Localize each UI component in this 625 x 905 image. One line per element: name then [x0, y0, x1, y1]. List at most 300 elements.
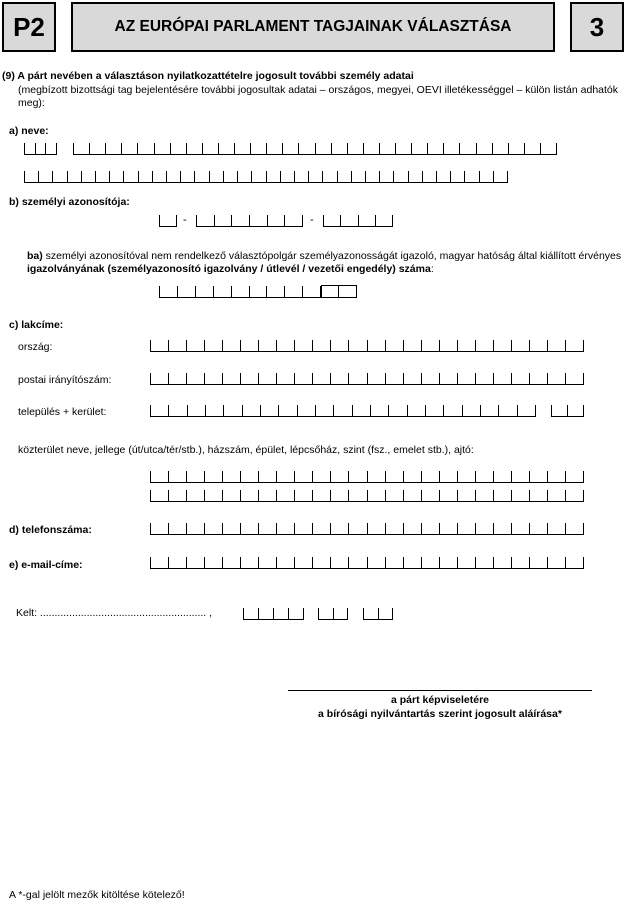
cell-divider: [348, 523, 349, 534]
cell-divider: [186, 523, 187, 534]
cell-divider: [457, 490, 458, 501]
cell-divider: [318, 608, 319, 619]
cell-divider: [385, 490, 386, 501]
cell-divider: [240, 557, 241, 568]
date-day-field[interactable]: [363, 609, 393, 620]
cell-divider: [186, 471, 187, 482]
cell-divider: [439, 557, 440, 568]
cell-divider: [421, 471, 422, 482]
settlement-label: település + kerület:: [18, 406, 107, 418]
cell-divider: [475, 523, 476, 534]
cell-divider: [258, 523, 259, 534]
cell-divider: [276, 373, 277, 384]
cell-divider: [347, 143, 348, 154]
cell-divider: [330, 373, 331, 384]
cell-divider: [95, 171, 96, 182]
cell-divider: [202, 143, 203, 154]
cell-divider: [231, 286, 232, 297]
postal-code-label: postai irányítószám:: [18, 374, 112, 386]
cell-divider: [218, 143, 219, 154]
date-year-field[interactable]: [243, 609, 304, 620]
cell-divider: [529, 523, 530, 534]
cell-divider: [288, 608, 289, 619]
footer-note: A *-gal jelölt mezők kitöltése kötelező!: [9, 889, 185, 901]
cell-divider: [240, 340, 241, 351]
cell-divider: [150, 557, 151, 568]
cell-divider: [493, 523, 494, 534]
cell-divider: [547, 557, 548, 568]
cell-divider: [403, 523, 404, 534]
district-field[interactable]: [551, 406, 584, 417]
cell-divider: [258, 608, 259, 619]
cell-divider: [425, 405, 426, 416]
form-title: AZ EURÓPAI PARLAMENT TAGJAINAK VÁLASZTÁSA: [114, 18, 512, 35]
cell-divider: [89, 143, 90, 154]
personal-id-label: b) személyi azonosítója:: [9, 196, 130, 208]
cell-divider: [280, 171, 281, 182]
cell-divider: [385, 471, 386, 482]
cell-divider: [24, 171, 25, 182]
cell-divider: [204, 523, 205, 534]
cell-divider: [35, 143, 36, 154]
ba-text2-end: :: [430, 263, 434, 275]
cell-divider: [457, 557, 458, 568]
cell-divider: [315, 143, 316, 154]
cell-divider: [237, 171, 238, 182]
cell-divider: [194, 171, 195, 182]
cell-divider: [583, 405, 584, 416]
cell-divider: [258, 373, 259, 384]
cell-divider: [348, 490, 349, 501]
cell-divider: [565, 340, 566, 351]
ba-text2-bold: igazolványának (személyazonosító igazolvány / útlevél / vezetői engedély) száma: [27, 263, 431, 275]
name-label: a) neve:: [9, 125, 49, 137]
cell-divider: [251, 171, 252, 182]
cell-divider: [511, 373, 512, 384]
cell-divider: [56, 143, 57, 154]
cell-divider: [347, 608, 348, 619]
cell-divider: [403, 471, 404, 482]
cell-divider: [312, 490, 313, 501]
cell-divider: [443, 143, 444, 154]
cell-divider: [367, 471, 368, 482]
cell-divider: [312, 523, 313, 534]
cell-divider: [168, 340, 169, 351]
cell-divider: [388, 405, 389, 416]
cell-divider: [535, 405, 536, 416]
section-note-line1: (megbízott bizottsági tag bejelentésére további jogosultak adatai – országos, megyei, OEVI illetékességgel – külön listán adhatók: [18, 84, 619, 96]
cell-divider: [312, 373, 313, 384]
cell-divider: [480, 405, 481, 416]
postal-code-field[interactable]: [150, 374, 584, 385]
cell-divider: [511, 557, 512, 568]
cell-divider: [240, 490, 241, 501]
cell-divider: [231, 215, 232, 226]
cell-divider: [411, 143, 412, 154]
cell-divider: [421, 373, 422, 384]
cell-divider: [73, 143, 74, 154]
cell-divider: [170, 143, 171, 154]
cell-divider: [186, 340, 187, 351]
cell-divider: [379, 171, 380, 182]
settlement-field[interactable]: [150, 406, 536, 417]
cell-divider: [479, 171, 480, 182]
cell-divider: [565, 471, 566, 482]
cell-divider: [529, 490, 530, 501]
cell-divider: [154, 143, 155, 154]
cell-divider: [168, 405, 169, 416]
name-field-row2[interactable]: [24, 172, 508, 183]
cell-divider: [258, 557, 259, 568]
cell-divider: [308, 171, 309, 182]
cell-divider: [204, 340, 205, 351]
ba-line2: [27, 263, 434, 276]
cell-divider: [278, 405, 279, 416]
cell-divider: [439, 340, 440, 351]
ba-text1: személyi azonosítóval nem rendelkező választópolgár személyazonosságát igazoló, magyar hatóság által kiállított érvényes: [42, 250, 622, 262]
cell-divider: [24, 143, 25, 154]
cell-divider: [222, 373, 223, 384]
cell-divider: [540, 143, 541, 154]
cell-divider: [507, 171, 508, 182]
street-label: közterület neve, jellege (út/utca/tér/stb.), házszám, épület, lépcsőház, szint (fsz., emelet stb.), ajtó:: [18, 444, 474, 456]
form-code-box: [2, 2, 56, 52]
cell-divider: [38, 171, 39, 182]
cell-divider: [567, 405, 568, 416]
cell-divider: [273, 608, 274, 619]
cell-divider: [302, 215, 303, 226]
cell-divider: [358, 215, 359, 226]
cell-divider: [493, 373, 494, 384]
street-field-row1[interactable]: [150, 472, 584, 483]
cell-divider: [266, 286, 267, 297]
cell-divider: [330, 523, 331, 534]
cell-divider: [524, 143, 525, 154]
cell-divider: [150, 490, 151, 501]
cell-divider: [385, 340, 386, 351]
cell-divider: [294, 523, 295, 534]
cell-divider: [583, 373, 584, 384]
cell-divider: [150, 373, 151, 384]
cell-divider: [276, 471, 277, 482]
cell-divider: [403, 373, 404, 384]
cell-divider: [556, 143, 557, 154]
cell-divider: [511, 523, 512, 534]
cell-divider: [150, 523, 151, 534]
cell-divider: [547, 523, 548, 534]
cell-divider: [379, 143, 380, 154]
cell-divider: [547, 373, 548, 384]
cell-divider: [508, 143, 509, 154]
cell-divider: [81, 171, 82, 182]
signature-caption-line1: a párt képviseletére: [390, 694, 490, 706]
cell-divider: [276, 340, 277, 351]
cell-divider: [284, 215, 285, 226]
cell-divider: [150, 340, 151, 351]
cell-divider: [186, 143, 187, 154]
cell-divider: [234, 143, 235, 154]
cell-divider: [282, 143, 283, 154]
section-heading: (9) A párt nevében a választáson nyilatkozattételre jogosult további személy adatai: [2, 70, 414, 82]
cell-divider: [180, 171, 181, 182]
cell-divider: [333, 405, 334, 416]
cell-divider: [315, 405, 316, 416]
cell-divider: [493, 471, 494, 482]
cell-divider: [439, 490, 440, 501]
ba-line1: [27, 250, 621, 263]
cell-divider: [222, 490, 223, 501]
cell-divider: [583, 557, 584, 568]
cell-divider: [375, 215, 376, 226]
cell-divider: [583, 471, 584, 482]
cell-divider: [159, 286, 160, 297]
cell-divider: [439, 471, 440, 482]
cell-divider: [204, 373, 205, 384]
kelt-label: Kelt: ......................................................... ,: [16, 607, 213, 619]
cell-divider: [45, 143, 46, 154]
cell-divider: [330, 557, 331, 568]
cell-divider: [493, 340, 494, 351]
cell-divider: [498, 405, 499, 416]
cell-divider: [322, 171, 323, 182]
name-title-field[interactable]: [24, 144, 57, 155]
cell-divider: [177, 286, 178, 297]
cell-divider: [109, 171, 110, 182]
cell-divider: [123, 171, 124, 182]
cell-divider: [195, 286, 196, 297]
cell-divider: [443, 405, 444, 416]
cell-divider: [249, 286, 250, 297]
address-label: c) lakcíme:: [9, 319, 64, 331]
cell-divider: [294, 557, 295, 568]
cell-divider: [529, 557, 530, 568]
cell-divider: [297, 405, 298, 416]
cell-divider: [150, 471, 151, 482]
personal-id-dash1: -: [183, 214, 187, 226]
cell-divider: [294, 490, 295, 501]
cell-divider: [457, 373, 458, 384]
personal-id-dash2: -: [310, 214, 314, 226]
cell-divider: [330, 490, 331, 501]
page-number: 3: [589, 11, 605, 42]
cell-divider: [378, 608, 379, 619]
cell-divider: [476, 143, 477, 154]
cell-divider: [276, 490, 277, 501]
cell-divider: [223, 171, 224, 182]
cell-divider: [475, 557, 476, 568]
cell-divider: [187, 405, 188, 416]
form-title-box: [71, 2, 555, 52]
section-note-line2: meg):: [18, 97, 45, 109]
cell-divider: [222, 557, 223, 568]
cell-divider: [294, 171, 295, 182]
cell-divider: [583, 490, 584, 501]
cell-divider: [421, 490, 422, 501]
cell-divider: [67, 171, 68, 182]
personal-id-part1[interactable]: [159, 216, 177, 227]
page-number-box: [570, 2, 624, 52]
cell-divider: [258, 340, 259, 351]
cell-divider: [213, 286, 214, 297]
cell-divider: [340, 215, 341, 226]
cell-divider: [249, 215, 250, 226]
cell-divider: [547, 471, 548, 482]
cell-divider: [267, 215, 268, 226]
cell-divider: [348, 557, 349, 568]
cell-divider: [222, 471, 223, 482]
cell-divider: [159, 215, 160, 226]
cell-divider: [294, 340, 295, 351]
cell-divider: [392, 215, 393, 226]
cell-divider: [352, 405, 353, 416]
cell-divider: [421, 340, 422, 351]
cell-divider: [422, 171, 423, 182]
country-field[interactable]: [150, 341, 584, 352]
cell-divider: [166, 171, 167, 182]
cell-divider: [152, 171, 153, 182]
cell-divider: [222, 523, 223, 534]
cell-divider: [529, 373, 530, 384]
cell-divider: [250, 143, 251, 154]
cell-divider: [367, 340, 368, 351]
cell-divider: [450, 171, 451, 182]
cell-divider: [168, 523, 169, 534]
cell-divider: [266, 171, 267, 182]
cell-divider: [493, 490, 494, 501]
cell-divider: [258, 490, 259, 501]
cell-divider: [493, 171, 494, 182]
cell-divider: [150, 405, 151, 416]
country-label: ország:: [18, 341, 53, 353]
cell-divider: [511, 471, 512, 482]
cell-divider: [457, 471, 458, 482]
cell-divider: [385, 523, 386, 534]
cell-divider: [294, 373, 295, 384]
name-field-row1[interactable]: [73, 144, 557, 155]
personal-id-part3[interactable]: [323, 216, 393, 227]
cell-divider: [457, 340, 458, 351]
cell-divider: [565, 373, 566, 384]
street-field-row2[interactable]: [150, 491, 584, 502]
cell-divider: [242, 405, 243, 416]
cell-divider: [337, 171, 338, 182]
cell-divider: [511, 340, 512, 351]
cell-divider: [204, 557, 205, 568]
cell-divider: [276, 557, 277, 568]
cell-divider: [312, 471, 313, 482]
cell-divider: [367, 523, 368, 534]
cell-divider: [276, 523, 277, 534]
cell-divider: [176, 215, 177, 226]
cell-divider: [240, 523, 241, 534]
cell-divider: [330, 340, 331, 351]
cell-divider: [565, 523, 566, 534]
cell-divider: [363, 143, 364, 154]
cell-divider: [365, 171, 366, 182]
cell-divider: [204, 471, 205, 482]
cell-divider: [138, 171, 139, 182]
cell-divider: [323, 215, 324, 226]
cell-divider: [462, 405, 463, 416]
cell-divider: [439, 373, 440, 384]
cell-divider: [385, 373, 386, 384]
cell-divider: [427, 143, 428, 154]
cell-divider: [421, 523, 422, 534]
cell-divider: [565, 557, 566, 568]
cell-divider: [367, 490, 368, 501]
email-label: e) e-mail-címe:: [9, 559, 83, 571]
cell-divider: [240, 373, 241, 384]
cell-divider: [408, 171, 409, 182]
cell-divider: [266, 143, 267, 154]
cell-divider: [363, 608, 364, 619]
date-month-field[interactable]: [318, 609, 348, 620]
cell-divider: [348, 373, 349, 384]
cell-divider: [186, 490, 187, 501]
cell-divider: [547, 340, 548, 351]
cell-divider: [403, 557, 404, 568]
cell-divider: [302, 286, 303, 297]
cell-divider: [331, 143, 332, 154]
cell-divider: [464, 171, 465, 182]
cell-divider: [457, 523, 458, 534]
cell-divider: [137, 143, 138, 154]
cell-divider: [547, 490, 548, 501]
cell-divider: [436, 171, 437, 182]
cell-divider: [529, 340, 530, 351]
cell-divider: [205, 405, 206, 416]
cell-divider: [223, 405, 224, 416]
cell-divider: [196, 215, 197, 226]
signature-line: [288, 690, 592, 691]
cell-divider: [551, 405, 552, 416]
cell-divider: [421, 557, 422, 568]
cell-divider: [312, 340, 313, 351]
id-document-suffix-box: [321, 285, 357, 298]
cell-divider: [204, 490, 205, 501]
cell-divider: [303, 608, 304, 619]
phone-label: d) telefonszáma:: [9, 524, 92, 536]
cell-divider: [240, 471, 241, 482]
cell-divider: [222, 340, 223, 351]
personal-id-part2[interactable]: [196, 216, 303, 227]
email-field[interactable]: [150, 558, 584, 569]
cell-divider: [284, 286, 285, 297]
form-code: P2: [13, 11, 45, 42]
cell-divider: [493, 557, 494, 568]
cell-divider: [333, 608, 334, 619]
cell-divider: [583, 523, 584, 534]
cell-divider: [52, 171, 53, 182]
cell-divider: [475, 340, 476, 351]
cell-divider: [403, 340, 404, 351]
cell-divider: [367, 557, 368, 568]
cell-divider: [168, 471, 169, 482]
cell-divider: [168, 373, 169, 384]
cell-divider: [168, 557, 169, 568]
phone-field[interactable]: [150, 524, 584, 535]
cell-divider: [312, 557, 313, 568]
cell-divider: [439, 523, 440, 534]
cell-divider: [385, 557, 386, 568]
cell-divider: [105, 143, 106, 154]
cell-divider: [475, 471, 476, 482]
cell-divider: [407, 405, 408, 416]
cell-divider: [393, 171, 394, 182]
cell-divider: [351, 171, 352, 182]
cell-divider: [459, 143, 460, 154]
cell-divider: [214, 215, 215, 226]
